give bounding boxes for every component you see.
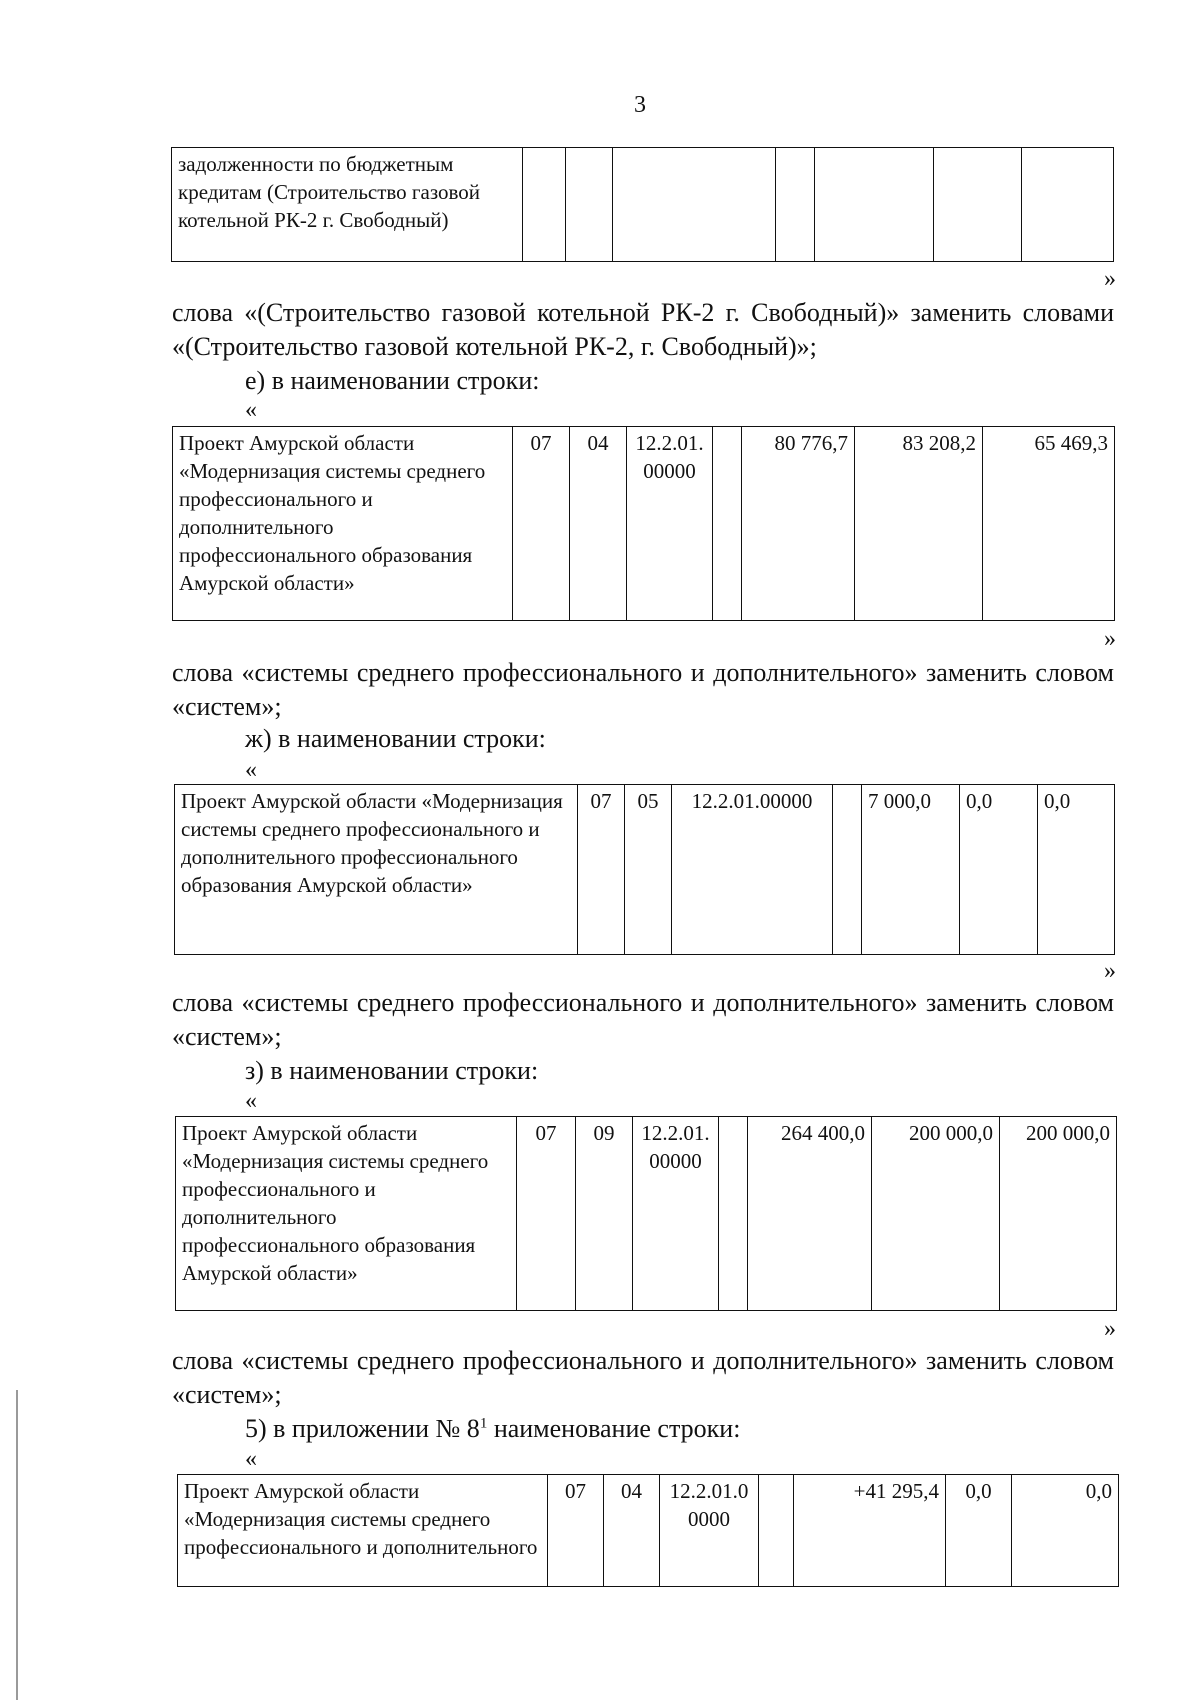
row-name-cell: Проект Амурской области «Модернизация системы среднего профессионального и дополнительного профессионального образования Амурской области» xyxy=(173,427,513,621)
subsection-cell: 04 xyxy=(604,1475,660,1587)
section-cell: 07 xyxy=(517,1117,576,1311)
target-article-cell xyxy=(613,148,776,262)
paragraph-4: слова «системы среднего профессионального и дополнительного» заменить словом «систем»; xyxy=(172,1346,1114,1409)
amount-3-cell: 65 469,3 xyxy=(983,427,1115,621)
section-cell xyxy=(523,148,566,262)
subsection-cell xyxy=(566,148,613,262)
opening-quote: « xyxy=(245,757,257,783)
subsection-cell: 04 xyxy=(570,427,627,621)
amount-2-cell: 200 000,0 xyxy=(872,1117,1000,1311)
amount-1-cell: 7 000,0 xyxy=(862,785,960,955)
amount-2-cell: 83 208,2 xyxy=(855,427,983,621)
amount-3-cell: 0,0 xyxy=(1012,1475,1119,1587)
subsection-cell: 05 xyxy=(625,785,672,955)
row-name-cell: Проект Амурской области «Модернизация системы среднего профессионального и дополнительного xyxy=(178,1475,548,1587)
section-cell: 07 xyxy=(578,785,625,955)
closing-quote: » xyxy=(1104,626,1116,652)
closing-quote: » xyxy=(1104,1316,1116,1342)
table-5 xyxy=(177,1474,1119,1587)
opening-quote: « xyxy=(245,1088,257,1114)
item-z-heading: з) в наименовании строки: xyxy=(245,1056,539,1085)
amount-2-cell: 0,0 xyxy=(946,1475,1012,1587)
paragraph-1: слова «(Строительство газовой котельной РК-2 г. Свободный)» заменить словами «(Строительство газовой котельной РК-2, г. Свободный)»; xyxy=(172,298,1114,361)
expense-type-cell xyxy=(759,1475,794,1587)
paragraph-2: слова «системы среднего профессионального и дополнительного» заменить словом «систем»; xyxy=(172,658,1114,721)
opening-quote: « xyxy=(245,397,257,423)
amount-1-cell xyxy=(815,148,934,262)
paragraph-3: слова «системы среднего профессионального и дополнительного» заменить словом «систем»; xyxy=(172,988,1114,1051)
amount-1-cell: 264 400,0 xyxy=(748,1117,872,1311)
section-cell: 07 xyxy=(513,427,570,621)
target-article-cell: 12.2.01.00000 xyxy=(672,785,833,955)
row-name-cell: задолженности по бюджетным кредитам (Строительство газовой котельной РК-2 г. Свободный) xyxy=(172,148,523,262)
table-e xyxy=(172,426,1115,621)
amount-3-cell xyxy=(1022,148,1114,262)
item-zh-heading: ж) в наименовании строки: xyxy=(245,724,546,753)
expense-type-cell xyxy=(776,148,815,262)
section-cell: 07 xyxy=(548,1475,604,1587)
amount-1-cell: 80 776,7 xyxy=(742,427,855,621)
row-name-cell: Проект Амурской области «Модернизация системы среднего профессионального и дополнительного профессионального образования Амурской области» xyxy=(176,1117,517,1311)
expense-type-cell xyxy=(713,427,742,621)
amount-2-cell xyxy=(934,148,1022,262)
expense-type-cell xyxy=(833,785,862,955)
expense-type-cell xyxy=(719,1117,748,1311)
amount-3-cell: 200 000,0 xyxy=(1000,1117,1117,1311)
table-a xyxy=(171,147,1114,262)
target-article-cell: 12.2.01.00000 xyxy=(627,427,713,621)
page-number: 3 xyxy=(634,92,646,118)
table-z xyxy=(175,1116,1117,1311)
closing-quote: » xyxy=(1104,958,1116,984)
amount-3-cell: 0,0 xyxy=(1038,785,1115,955)
item-5-prefix: 5) в приложении № 8 xyxy=(245,1414,480,1443)
amount-1-cell: +41 295,4 xyxy=(794,1475,946,1587)
item-e-heading: е) в наименовании строки: xyxy=(245,366,540,395)
closing-quote: » xyxy=(1104,266,1116,292)
scan-edge-line xyxy=(16,1390,18,1700)
item-5-superscript: 1 xyxy=(479,1415,488,1432)
opening-quote: « xyxy=(245,1446,257,1472)
item-5-heading xyxy=(245,1412,740,1446)
row-name-cell: Проект Амурской области «Модернизация системы среднего профессионального и дополнительного профессионального образования Амурской области» xyxy=(175,785,578,955)
subsection-cell: 09 xyxy=(576,1117,633,1311)
item-5-suffix: наименование строки: xyxy=(487,1414,741,1443)
amount-2-cell: 0,0 xyxy=(960,785,1038,955)
target-article-cell: 12.2.01.00000 xyxy=(660,1475,759,1587)
table-zh xyxy=(174,784,1115,955)
target-article-cell: 12.2.01.00000 xyxy=(633,1117,719,1311)
